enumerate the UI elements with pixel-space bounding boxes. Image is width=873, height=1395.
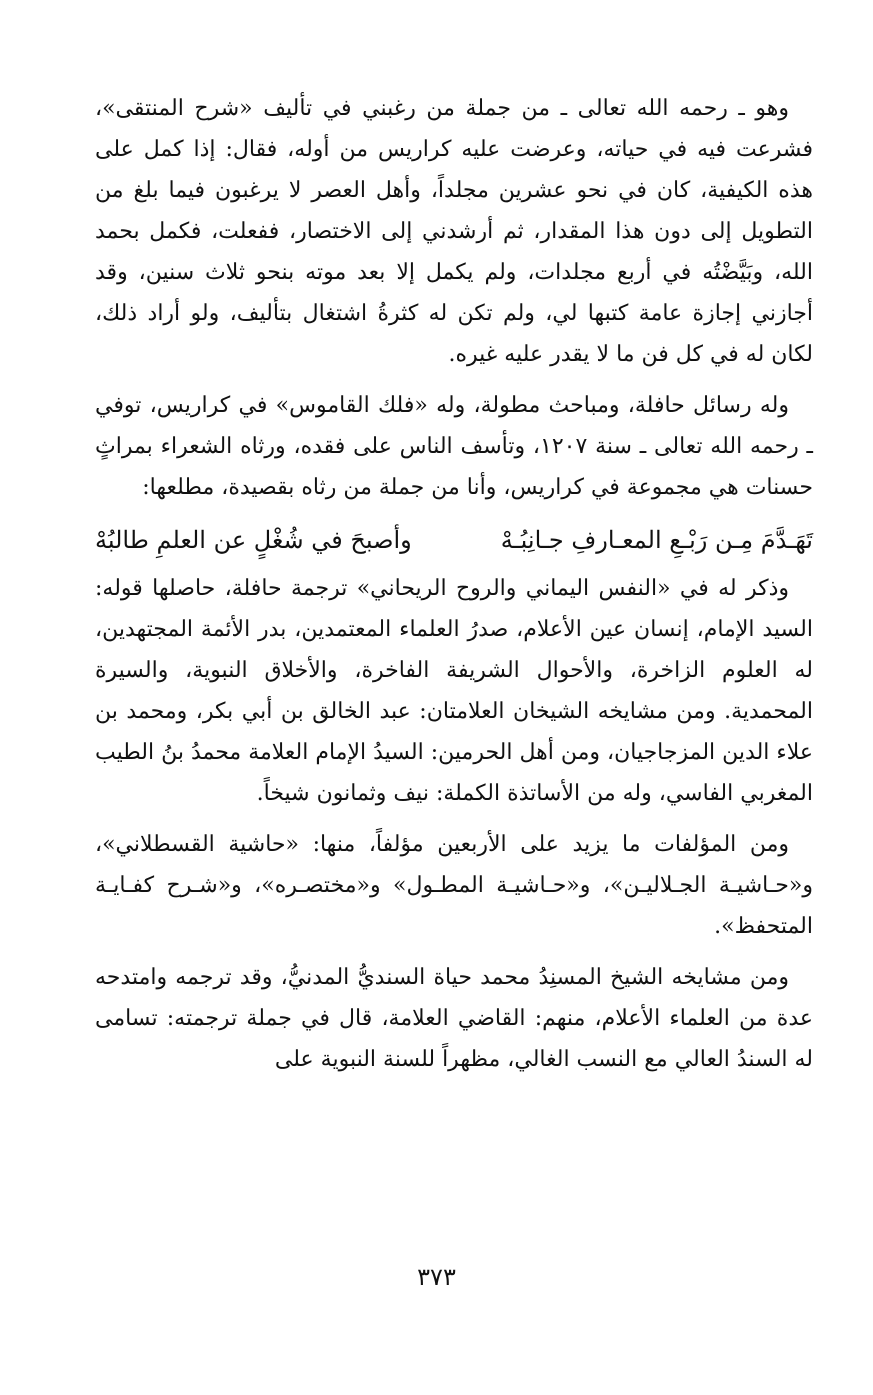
paragraph-4: ومن المؤلفات ما يزيد على الأربعين مؤلفاً، منها: «حاشية القسطلاني»، و«حـاشيـة الجـلاليـن»، و«حـاشيـة المطـول» و«مختصـره»، و«شـرح كفـايـة المتحفظ». xyxy=(95,832,813,939)
paragraph-2: وله رسائل حافلة، ومباحث مطولة، وله «فلك القاموس» في كراريس، توفي ـ رحمه الله تعالى ـ سنة ١٢٠٧، وتأسف الناس على فقده، ورثاه الشعراء بمراثٍ حسنات هي مجموعة في كراريس، وأنا من جملة من رثاه بقصيدة، مطلعها: xyxy=(95,393,813,500)
page-body xyxy=(95,88,813,1090)
paragraph-5: ومن مشايخه الشيخ المسنِدُ محمد حياة السنديُّ المدنيُّ، وقد ترجمه وامتدحه عدة من العلماء الأعلام، منهم: القاضي العلامة، قال في جملة ترجمته: تسامى له السندُ العالي مع النسب الغالي، مظهراً للسنة النبوية على xyxy=(95,965,813,1072)
verse-first-hemistich: تَهَـدَّمَ مِـن رَبْـعِ المعـارفِ جـانِبُـهْ xyxy=(500,526,813,554)
paragraph-3: وذكر له في «النفس اليماني والروح الريحاني» ترجمة حافلة، حاصلها قوله: السيد الإمام، إنسان عين الأعلام، صدرُ العلماء المعتمدين، بدر الأئمة المجتهدين، له العلوم الزاخرة، والأحوال الشريفة الفاخرة، والأخلاق النبوية، والسيرة المحمدية. ومن مشايخه الشيخان العلامتان: عبد الخالق بن أبي بكر، ومحمد بن علاء الدين المزجاجيان، ومن أهل الحرمين: السيدُ الإمام العلامة محمدُ بنُ الطيب المغربي الفاسي، وله من الأساتذة الكملة: نيف وثمانون شيخاً. xyxy=(95,576,813,806)
paragraph-1: وهو ـ رحمه الله تعالى ـ من جملة من رغبني في تأليف «شرح المنتقى»، فشرعت فيه في حياته، وعرضت عليه كراريس من أوله، فقال: إذا كمل على هذه الكيفية، كان في نحو عشرين مجلداً، وأهل العصر لا يرغبون فيما بلغ من التطويل إلى دون هذا المقدار، ثم أرشدني إلى الاختصار، ففعلت، فكمل بحمد الله، وبَيَّضْتُه في أربع مجلدات، ولم يكمل إلا بعد موته بنحو ثلاث سنين، وقد أجازني إجازة عامة كتبها لي، ولم تكن له كثرةُ اشتغال بتأليف، ولو أراد ذلك، لكان له في كل فن ما لا يقدر عليه غيره. xyxy=(95,96,813,367)
page-number: ٣٧٣ xyxy=(417,1263,456,1291)
poem-verse xyxy=(95,518,813,562)
verse-second-hemistich: وأصبحَ في شُغْلٍ عن العلمِ طالبُهْ xyxy=(95,526,412,554)
